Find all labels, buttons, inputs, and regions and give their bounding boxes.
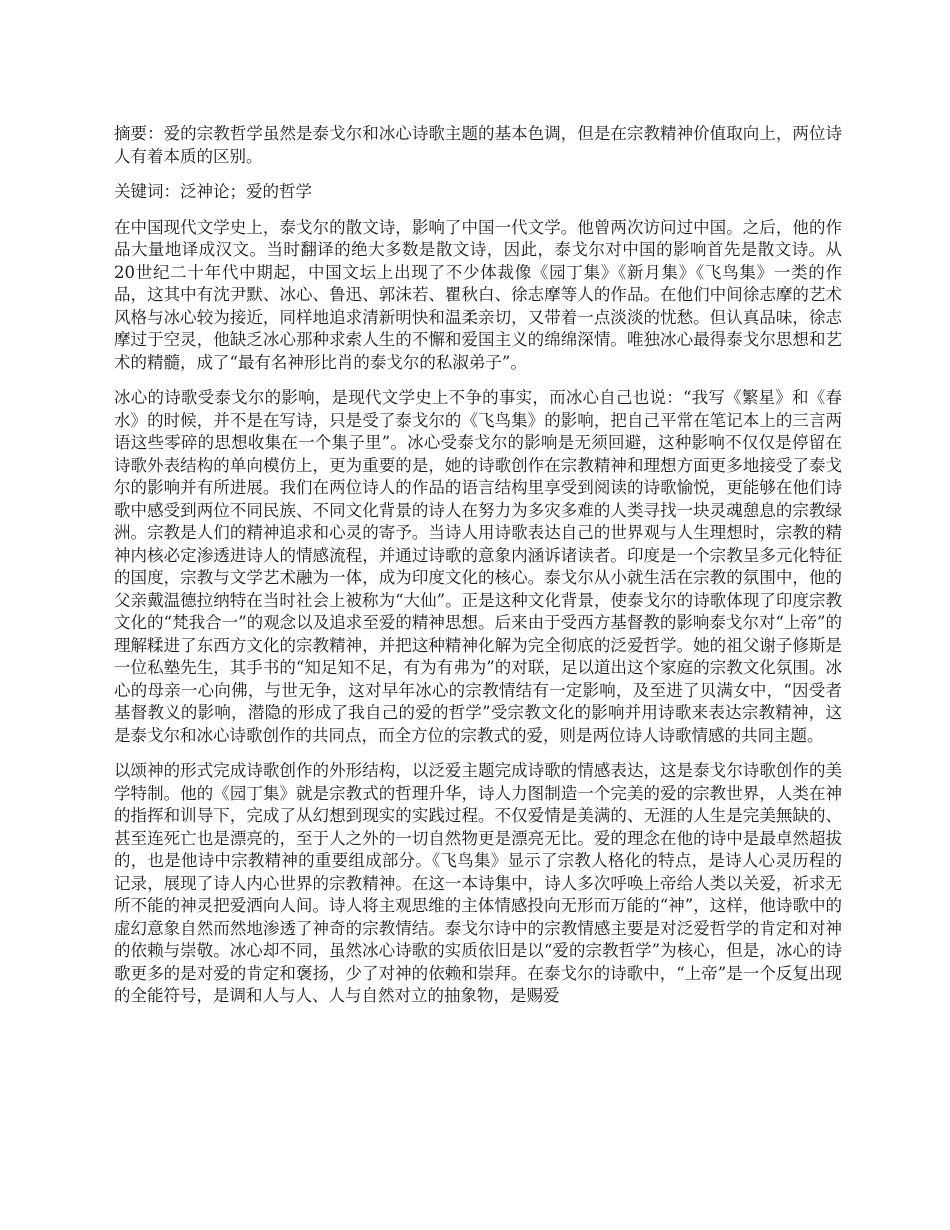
body-paragraph-3: 以颂神的形式完成诗歌创作的外形结构，以泛爱主题完成诗歌的情感表达，这是泰戈尔诗歌创作的美学特制。他的《园丁集》就是宗教式的哲理升华，诗人力图制造一个完美的爱的宗教世界，人类在神的指挥和训导下，完成了从幻想到现实的实践过程。不仅爱情是美满的、无涯的人生是完美無缺的、甚至连死亡也是漂亮的，至于人之外的一切自然物更是漂亮无比。爱的理念在他的诗中是最卓然超拔的，也是他诗中宗教精神的重要组成部分。《飞鸟集》显示了宗教人格化的特点，是诗人心灵历程的记录，展现了诗人内心世界的宗教精神。在这一本诗集中，诗人多次呼唤上帝给人类以关爱，祈求无所不能的神灵把爱洒向人间。诗人将主观思维的主体情感投向无形而万能的“神”，这样，他诗歌中的虚幻意象自然而然地渗透了神奇的宗教情结。泰戈尔诗中的宗教情感主要是对泛爱哲学的肯定和对神的依赖与崇敬。冰心却不同，虽然冰心诗歌的实质依旧是以“爱的宗教哲学”为核心，但是，冰心的诗歌更多的是对爱的肯定和褒扬，少了对神的依赖和崇拜。在泰戈尔的诗歌中，“上帝”是一个反复出现的全能符号，是调和人与人、人与自然对立的抽象物，是赐爱 bbox=[114, 761, 842, 1005]
document-body bbox=[114, 123, 842, 1021]
abstract-label: 摘要： bbox=[114, 124, 164, 143]
abstract-text: 爱的宗教哲学虽然是泰戈尔和冰心诗歌主题的基本色调，但是在宗教精神价值取向上，两位诗人有着本质的区别。 bbox=[114, 124, 843, 166]
abstract-paragraph bbox=[114, 123, 842, 168]
body-paragraph-1: 在中国现代文学史上，泰戈尔的散文诗，影响了中国一代文学。他曾两次访问过中国。之后，他的作品大量地译成汉文。当时翻译的绝大多数是散文诗，因此，泰戈尔对中国的影响首先是散文诗。从20世纪二十年代中期起，中国文坛上出现了不少体裁像《园丁集》《新月集》《飞鸟集》一类的作品，这其中有沈尹默、冰心、鲁迅、郭沫若、瞿秋白、徐志摩等人的作品。在他们中间徐志摩的艺术风格与冰心较为接近，同样地追求清新明快和温柔亲切，又带着一点淡淡的忧愁。但认真品味，徐志摩过于空灵，他缺乏冰心那种求索人生的不懈和爱国主义的绵绵深情。唯独冰心最得泰戈尔思想和艺术的精髓，成了“最有名神形比肖的泰戈尔的私淑弟子”。 bbox=[114, 217, 842, 372]
keywords-paragraph bbox=[114, 181, 842, 204]
keywords-label: 关键词： bbox=[114, 182, 180, 201]
keywords-text: 泛神论；爱的哲学 bbox=[180, 182, 312, 201]
body-paragraph-2: 冰心的诗歌受泰戈尔的影响，是现代文学史上不争的事实，而冰心自己也说：“我写《繁星》和《春水》的时候，并不是在写诗，只是受了泰戈尔的《飞鸟集》的影响，把自己平常在笔记本上的三言两语这些零碎的思想收集在一个集子里”。冰心受泰戈尔的影响是无须回避，这种影响不仅仅是停留在诗歌外表结构的单向模仿上，更为重要的是，她的诗歌创作在宗教精神和理想方面更多地接受了泰戈尔的影响并有所进展。我们在两位诗人的作品的语言结构里享受到阅读的诗歌愉悦，更能够在他们诗歌中感受到两位不同民族、不同文化背景的诗人在努力为多灾多难的人类寻找一块灵魂憩息的宗教绿洲。宗教是人们的精神追求和心灵的寄予。当诗人用诗歌表达自己的世界观与人生理想时，宗教的精神内核必定渗透进诗人的情感流程，并通过诗歌的意象内涵诉诸读者。印度是一个宗教呈多元化特征的国度，宗教与文学艺术融为一体，成为印度文化的核心。泰戈尔从小就生活在宗教的氛围中，他的父亲戴温德拉纳特在当时社会上被称为“大仙”。正是这种文化背景，使泰戈尔的诗歌体现了印度宗教文化的“梵我合一”的观念以及追求至爱的精神思想。后来由于受西方基督教的影响泰戈尔对“上帝”的理解糅进了东西方文化的宗教精神，并把这种精神化解为完全彻底的泛爱哲学。她的祖父谢子修斯是一位私塾先生，其手书的“知足知不足，有为有弗为”的对联，足以道出这个家庭的宗教文化氛围。冰心的母亲一心向佛，与世无争，这对早年冰心的宗教情结有一定影响，及至进了贝满女中，“因受者基督教义的影响，潜隐的形成了我自己的爱的哲学”受宗教文化的影响并用诗歌来表达宗教精神，这是泰戈尔和冰心诗歌创作的共同点，而全方位的宗教式的爱，则是两位诗人诗歌情感的共同主题。 bbox=[114, 388, 842, 745]
